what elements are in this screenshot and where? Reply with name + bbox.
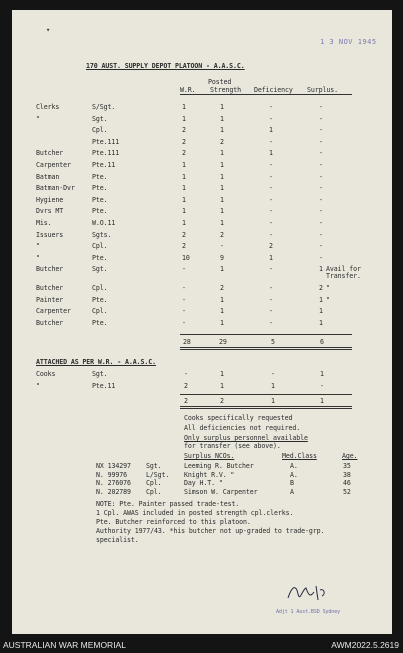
row-deficiency: - — [269, 137, 273, 146]
row-wr: - — [182, 307, 186, 316]
row-surplus: - — [319, 219, 323, 227]
row-wr: 1 — [182, 114, 186, 123]
row-rank: Pte. — [92, 207, 108, 216]
row-wr: 1 — [182, 195, 186, 204]
row-wr: 2 — [182, 126, 186, 135]
row-surplus: 2 — [319, 284, 323, 292]
row-trade: " — [36, 253, 40, 262]
row-rank: Cpl. — [92, 284, 108, 292]
row-rank: Sgt. — [92, 114, 108, 123]
row-strength: 2 — [220, 137, 224, 146]
row-strength: 1 — [220, 172, 224, 181]
date-stamp: 1 3 NOV 1945 — [320, 38, 377, 46]
attached-surplus: 1 — [320, 370, 324, 378]
row-wr: 1 — [182, 207, 186, 216]
row-strength: 1 — [220, 114, 224, 123]
attached-strength: 1 — [220, 370, 224, 378]
row-surplus: - — [319, 149, 323, 158]
row-trade: Carpenter — [36, 307, 71, 316]
totals-rule-double — [180, 349, 352, 350]
row-strength: 1 — [220, 307, 224, 316]
attached-total-strength: 2 — [220, 397, 224, 405]
total-surplus: 6 — [320, 338, 324, 346]
row-wr: - — [182, 265, 186, 274]
attached-strength: 1 — [220, 382, 224, 390]
row-surplus: - — [319, 103, 323, 111]
row-strength: 1 — [220, 126, 224, 135]
row-trade: " — [36, 114, 40, 123]
row-strength: 1 — [220, 207, 224, 216]
surplus-number: N. 202789 — [96, 487, 131, 496]
note-line-3: Only surplus personnel available — [184, 434, 308, 442]
header-deficiency: Deficiency — [254, 86, 293, 94]
row-surplus: 1 — [319, 318, 323, 327]
footnote-line: NOTE: Pte. Painter passed trade-test. — [96, 500, 240, 508]
row-trade: Butcher — [36, 149, 64, 158]
attached-rule-bottom — [180, 406, 352, 407]
row-wr: 2 — [182, 242, 186, 251]
row-deficiency: 2 — [269, 242, 273, 251]
surplus-med-class: A. — [290, 470, 298, 479]
row-wr: 2 — [182, 230, 186, 239]
attached-rule-top — [180, 394, 352, 395]
row-strength: 1 — [220, 161, 224, 169]
surplus-rank: Cpl. — [146, 479, 162, 487]
surplus-number: N. 99976 — [96, 470, 127, 479]
header-wr: W.R. — [180, 86, 196, 94]
document-title: 170 AUST. SUPPLY DEPOT PLATOON - A.A.S.C. — [86, 62, 245, 70]
total-wr: 28 — [183, 338, 191, 346]
row-deficiency: - — [269, 307, 273, 316]
row-rank: Pte. — [92, 295, 108, 304]
row-deficiency: - — [269, 184, 273, 193]
row-trade: Hygiene — [36, 195, 64, 204]
row-deficiency: - — [269, 103, 273, 111]
row-surplus: - — [319, 137, 323, 146]
row-strength: 2 — [220, 230, 224, 239]
row-deficiency: - — [269, 195, 273, 204]
header-underline — [180, 94, 352, 95]
row-rank: Sgts. — [92, 230, 112, 239]
attached-trade: " — [36, 382, 40, 390]
surplus-rank: Cpl. — [146, 487, 162, 496]
attached-trade: Cooks — [36, 370, 56, 378]
note-line-4: for transfer (see above). — [184, 442, 281, 450]
row-deficiency: - — [269, 114, 273, 123]
row-wr: - — [182, 284, 186, 292]
row-rank: Pte. — [92, 172, 108, 181]
row-wr: - — [182, 318, 186, 327]
row-deficiency: - — [269, 219, 273, 227]
note-line-2: All deficiencies not required. — [184, 424, 301, 432]
row-rank: S/Sgt. — [92, 103, 116, 111]
surplus-age: 46 — [343, 479, 351, 487]
row-trade: Batman-Dvr — [36, 184, 75, 193]
attached-rank: Sgt. — [92, 370, 108, 378]
row-strength: 1 — [220, 295, 224, 304]
attached-wr: 2 — [184, 382, 188, 390]
row-strength: 9 — [220, 253, 224, 262]
row-trade: Issuers — [36, 230, 64, 239]
row-rank: Pte.111 — [92, 137, 120, 146]
row-note: " — [326, 295, 330, 304]
row-deficiency: - — [269, 230, 273, 239]
surplus-rank: Sgt. — [146, 462, 162, 470]
surplus-number: NX 134297 — [96, 462, 131, 470]
row-rank: Cpl. — [92, 126, 108, 135]
row-surplus: 1 — [319, 307, 323, 316]
row-trade: Painter — [36, 295, 64, 304]
row-trade: Mis. — [36, 219, 52, 227]
row-surplus: - — [319, 184, 323, 193]
surplus-age: 52 — [343, 487, 351, 496]
attached-wr: - — [184, 370, 188, 378]
note-line-1: Cooks specifically requested — [184, 414, 293, 422]
row-deficiency: - — [269, 207, 273, 216]
attached-deficiency: - — [271, 370, 275, 378]
row-trade: Dvrs MT — [36, 207, 64, 216]
row-strength: 1 — [220, 318, 224, 327]
row-surplus: 1 — [319, 295, 323, 304]
attached-rule-double — [180, 408, 352, 409]
attached-surplus: - — [320, 382, 324, 390]
footnote-line: 1 Cpl. AWAS included in posted strength cpl.clerks. — [96, 509, 294, 517]
punch-mark: ▾ — [46, 26, 51, 34]
attached-deficiency: 1 — [271, 382, 275, 390]
row-trade: Butcher — [36, 284, 64, 292]
row-deficiency: - — [269, 172, 273, 181]
footer-right: AWM2022.5.2619 — [331, 640, 399, 650]
row-rank: Cpl. — [92, 307, 108, 316]
row-rank: Cpl. — [92, 242, 108, 251]
attached-title: ATTACHED AS PER W.R. - A.A.S.C. — [36, 358, 156, 366]
row-note: Avail for — [326, 265, 361, 274]
total-deficiency: 5 — [271, 338, 275, 346]
row-surplus: - — [319, 242, 323, 251]
row-rank: Pte.11 — [92, 161, 116, 169]
surplus-rank: L/Sgt. — [146, 470, 170, 479]
row-strength: 2 — [220, 284, 224, 292]
footnote-line: specialist. — [96, 536, 139, 544]
row-surplus: - — [319, 207, 323, 216]
surplus-age: 35 — [343, 462, 351, 470]
archive-footer — [0, 636, 403, 653]
row-deficiency: - — [269, 318, 273, 327]
surplus-age: 38 — [343, 470, 351, 479]
row-deficiency: - — [269, 284, 273, 292]
row-trade: Clerks — [36, 103, 60, 111]
attached-rank: Pte.11 — [92, 382, 116, 390]
row-strength: 1 — [220, 149, 224, 158]
signature-caption: Adjt 1 Aust.BSD Sydney — [276, 609, 341, 615]
surplus-med-class: A — [290, 487, 294, 496]
med-class-header: Med.Class — [282, 452, 317, 460]
row-wr: 1 — [182, 172, 186, 181]
surplus-name: Leeming R. Butcher — [184, 462, 254, 470]
footnote-line: Pte. Butcher reinforced to this platoon. — [96, 518, 251, 526]
totals-rule-bottom — [180, 347, 352, 348]
row-strength: 1 — [220, 219, 224, 227]
attached-total-wr: 2 — [184, 397, 188, 405]
row-rank: Pte.111 — [92, 149, 120, 158]
surplus-name: Day H.T. " — [184, 479, 223, 487]
totals-rule-top — [180, 334, 352, 335]
row-deficiency: 1 — [269, 126, 273, 135]
row-rank: Pte. — [92, 195, 108, 204]
header-strength: Strength — [210, 86, 241, 94]
row-deficiency: - — [269, 265, 273, 274]
row-wr: 2 — [182, 149, 186, 158]
surplus-med-class: B — [290, 479, 294, 487]
row-trade: Butcher — [36, 318, 64, 327]
attached-total-surplus: 1 — [320, 397, 324, 405]
row-wr: - — [182, 295, 186, 304]
row-wr: 2 — [182, 137, 186, 146]
footnote-line: Authority 1977/43. *his butcher not up-graded to trade-grp. — [96, 527, 325, 535]
row-rank: Pte. — [92, 253, 108, 262]
row-trade: Carpenter — [36, 161, 71, 169]
age-header: Age. — [342, 452, 358, 460]
surplus-name: Knight R.V. " — [184, 470, 235, 479]
surplus-name: Simson W. Carpenter — [184, 487, 258, 496]
surplus-ncos-header: Surplus NCOs. — [184, 452, 235, 460]
header-posted: Posted — [208, 78, 232, 86]
row-strength: 1 — [220, 195, 224, 204]
row-surplus: - — [319, 253, 323, 262]
row-rank: Sgt. — [92, 265, 108, 274]
row-deficiency: 1 — [269, 149, 273, 158]
row-wr: 1 — [182, 161, 186, 169]
row-deficiency: 1 — [269, 253, 273, 262]
surplus-number: N. 276076 — [96, 479, 131, 487]
row-rank: W.O.11 — [92, 219, 116, 227]
row-wr: 10 — [182, 253, 190, 262]
row-strength: 1 — [220, 103, 224, 111]
row-surplus: - — [319, 126, 323, 135]
row-deficiency: - — [269, 295, 273, 304]
row-strength: 1 — [220, 184, 224, 193]
row-surplus: - — [319, 172, 323, 181]
row-surplus: - — [319, 161, 323, 169]
row-trade: Batman — [36, 172, 60, 181]
row-strength: 1 — [220, 265, 224, 274]
row-surplus: 1 — [319, 265, 323, 274]
total-strength: 29 — [219, 338, 227, 346]
header-surplus: Surplus. — [307, 86, 338, 94]
row-rank: Pte. — [92, 318, 108, 327]
row-trade: " — [36, 242, 40, 251]
row-deficiency: - — [269, 161, 273, 169]
row-surplus: - — [319, 195, 323, 204]
row-surplus: - — [319, 114, 323, 123]
row-wr: 1 — [182, 219, 186, 227]
row-surplus: - — [319, 230, 323, 239]
row-note: " — [326, 284, 330, 292]
handwritten-signature — [282, 580, 342, 608]
row-rank: Pte. — [92, 184, 108, 193]
footer-left: AUSTRALIAN WAR MEMORIAL — [3, 640, 126, 650]
row-wr: 1 — [182, 184, 186, 193]
row-wr: 1 — [182, 103, 186, 111]
row-trade: Butcher — [36, 265, 64, 274]
attached-total-deficiency: 1 — [271, 397, 275, 405]
row-note: Transfer. — [326, 272, 361, 281]
row-strength: - — [220, 242, 224, 251]
document-page — [12, 10, 392, 634]
surplus-med-class: A. — [290, 462, 298, 470]
